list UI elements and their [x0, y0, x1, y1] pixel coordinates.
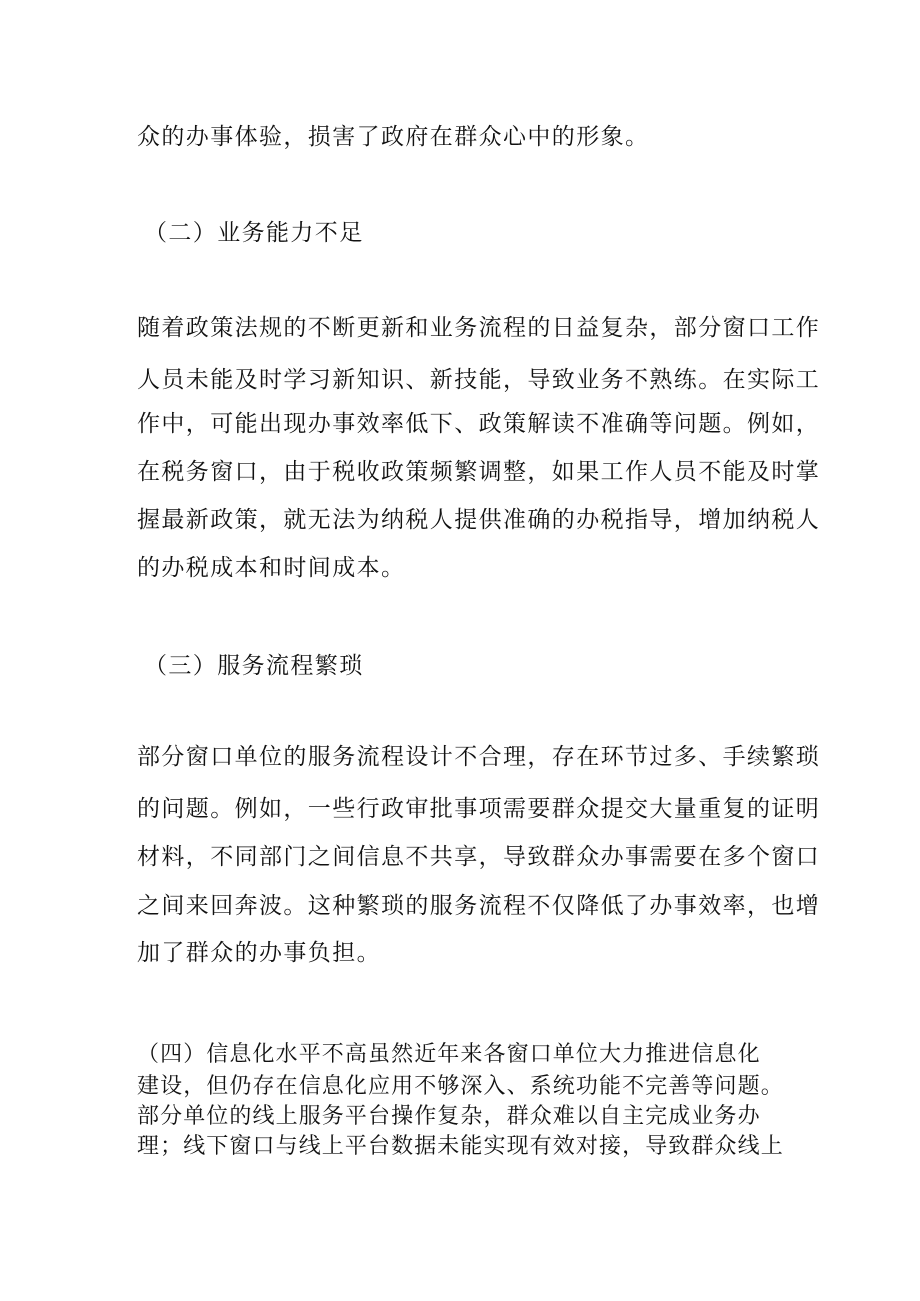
paragraph-line: 人员未能及时学习新知识、新技能，导致业务不熟练。在实际工 [137, 367, 821, 393]
section-heading-2: （二）业务能力不足 [144, 220, 364, 246]
paragraph-line: 部分窗口单位的服务流程设计不合理，存在环节过多、手续繁琐 [137, 744, 821, 770]
paragraph-line: 随着政策法规的不断更新和业务流程的日益复杂，部分窗口工作 [137, 315, 821, 341]
paragraph-line: 的问题。例如，一些行政审批事项需要群众提交大量重复的证明 [137, 796, 821, 822]
paragraph-line: 之间来回奔波。这种繁琐的服务流程不仅降低了办事效率，也增 [137, 893, 821, 919]
paragraph-line: 在税务窗口，由于税收政策频繁调整，如果工作人员不能及时掌 [137, 459, 821, 485]
paragraph-line: 材料，不同部门之间信息不共享，导致群众办事需要在多个窗口 [137, 844, 821, 870]
paragraph-line: 部分单位的线上服务平台操作复杂，群众难以自主完成业务办 [137, 1104, 761, 1129]
paragraph-line: 理；线下窗口与线上平台数据未能实现有效对接，导致群众线上 [137, 1134, 784, 1159]
paragraph-line: 众的办事体验，损害了政府在群众心中的形象。 [137, 124, 650, 150]
paragraph-line: 的办税成本和时间成本。 [137, 555, 406, 581]
section-heading-3: （三）服务流程繁琐 [144, 653, 364, 679]
paragraph-line: 作中，可能出现办事效率低下、政策解读不准确等问题。例如， [137, 411, 821, 437]
paragraph-line: （四）信息化水平不高虽然近年来各窗口单位大力推进信息化 [137, 1042, 761, 1067]
paragraph-line: 建设，但仍存在信息化应用不够深入、系统功能不完善等问题。 [137, 1074, 784, 1099]
paragraph-line: 握最新政策，就无法为纳税人提供准确的办税指导，增加纳税人 [137, 507, 821, 533]
paragraph-line: 加了群众的办事负担。 [137, 940, 381, 966]
